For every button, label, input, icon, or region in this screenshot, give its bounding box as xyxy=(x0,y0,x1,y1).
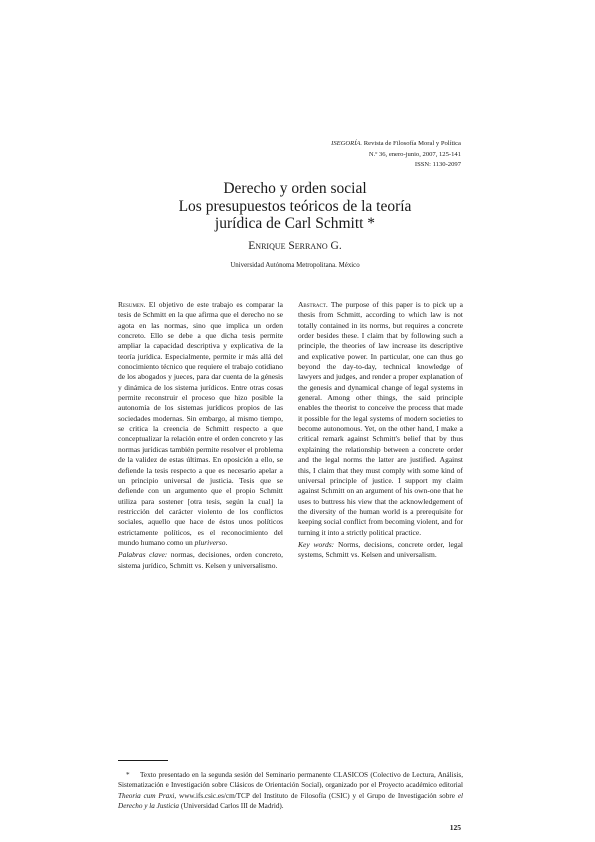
page-number: 125 xyxy=(449,823,461,832)
abstract-en-text: The purpose of this paper is to pick up a thesis from Schmitt, according to which law is not totally contained in its norms, but requires a concrete order besides these. I claim that by following such a principle, the theories of law increase its descriptive and explicative power. In particular, one can thus go beyond the day-to-day, technical knowledge of lawyers and judges, and render a proper explanation of the genesis and dynamical change of legal systems in general. Among other things, the said principle enables the theorist to conceive the process that made it possible for the legal systems of modern societies to become autonomous. Yet, on the other hand, I make a critical remark against Schmitt's belief that by thus explaining the relationship between a concrete order and the legal norms the latter are justified. Against this, I claim that they must comply with some kind of universal principle of justice. I support my claim against Schmitt on an argument of his own-one that he uses to buttress his view that the acknowledgement of the diversity of the human world is a prerequisite for keeping social conflict from becoming violent, and for turning it into a strictly political practice. xyxy=(298,300,463,537)
title-line-2: Los presupuestos teóricos de la teoría xyxy=(178,197,412,215)
abstract-es-end: . xyxy=(225,537,228,547)
keywords-es xyxy=(118,550,283,571)
footnote xyxy=(118,770,463,811)
title-line-1: Derecho y orden social xyxy=(223,180,367,197)
keywords-es-label: Palabras clave: xyxy=(118,550,168,560)
article-title xyxy=(110,180,480,233)
footnote-text-3: (Universidad Carlos III de Madrid). xyxy=(179,801,284,810)
footnote-text-1: Texto presentado en la segunda sesión del Seminario permanente CLASICOS (Colectivo de Lectura, Análisis, Sistematización e Investigación sobre Clásicos de Orientación Social), organizado por el Proyecto académico editorial xyxy=(118,771,463,790)
footnote-paragraph xyxy=(118,770,463,811)
abstract-spanish xyxy=(118,300,283,571)
footnote-text-2: , www.ifs.csic.es/cm/TCP del Instituto de Filosofía (CSIC) y el Grupo de Investigación sobre xyxy=(174,791,458,800)
footnote-emphasis-2: el Derecho y la Justicia xyxy=(118,791,463,810)
abstract-es-text: El objetivo de este trabajo es comparar la tesis de Schmitt en la que afirma que el derecho no se agota en las normas, sino que implica un orden concreto. Ello se debe a que dicha tesis permite ampliar la capacidad descriptiva y explicativa de la teoría jurídica. Especialmente, permite ir más allá del conocimiento técnico que requiere el trabajo cotidiano de los abogados y jueces, para dar cuenta de la génesis y dinámica de los sistema jurídicos. Entre otras cosas permite reconstruir el proceso que hizo posible la autonomía de los sistemas jurídicos propios de las sociedades modernas. Sin embargo, al mismo tiempo, se critica la creencia de Schmitt respecto a que conceptualizar la relación entre el orden concreto y las normas jurídicas también permite resolver el problema de la validez de estas últimas. En oposición a ello, se defiende la tesis respecto a que es necesario apelar a un principio universal de justicia. Tesis que se defiende con un argumento que el propio Schmitt utiliza para sostener [otra tesis, según la cual] la restricción del carácter violento de los conflictos sociales, aquello que hace de éstos unos políticos estrictamente políticos, es el reconocimiento del mundo humano como un xyxy=(118,300,283,547)
journal-header xyxy=(181,139,461,171)
keywords-en xyxy=(298,540,463,561)
journal-name: ISEGORÍA. xyxy=(331,140,363,147)
abstract-en-label: Abstract. xyxy=(298,300,328,309)
abstract-en-body xyxy=(298,300,463,538)
author-name: Enrique Serrano G. xyxy=(248,240,342,252)
journal-issue: N.º 36, enero-junio, 2007, 125-141 xyxy=(368,150,461,158)
abstract-es-emphasis: pluriverso xyxy=(194,537,226,547)
keywords-es-text: normas, decisiones, orden concreto, sistema jurídico, Schmitt vs. Kelsen y universalismo. xyxy=(118,550,283,570)
abstract-english xyxy=(298,300,463,561)
journal-issn: ISSN: 1130-2097 xyxy=(414,161,461,169)
footnote-emphasis-1: Theoria cum Praxi xyxy=(118,791,175,800)
footnote-mark: * xyxy=(126,771,130,779)
keywords-en-text: Norms, decisions, concrete order, legal systems, Schmitt vs. Kelsen and universalism. xyxy=(298,539,463,560)
journal-subtitle: Revista de Filosofía Moral y Política xyxy=(362,140,461,147)
author-affiliation: Universidad Autónoma Metropolitana. México xyxy=(230,262,360,269)
abstract-es-label: Resumen. xyxy=(118,300,146,309)
keywords-en-label: Key words: xyxy=(298,539,335,549)
title-line-3: jurídica de Carl Schmitt * xyxy=(214,215,376,233)
journal-title-line xyxy=(181,139,461,150)
footnote-divider xyxy=(118,760,168,761)
abstract-es-body xyxy=(118,300,283,548)
